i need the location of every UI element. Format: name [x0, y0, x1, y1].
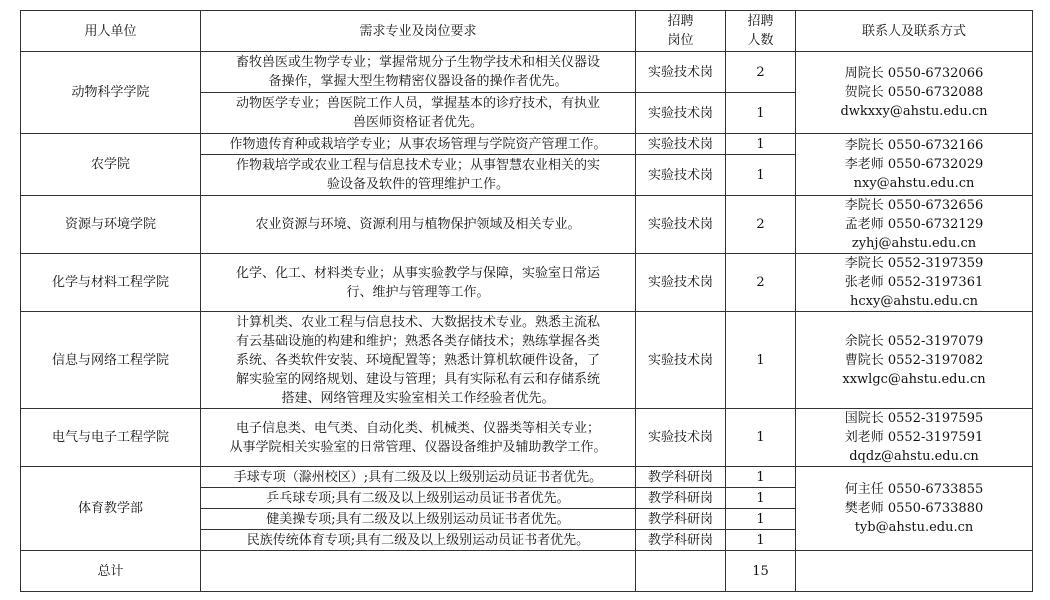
- position-cell: 实验技术岗: [636, 254, 726, 312]
- contact-cell: 李院长 0550-6732656 孟老师 0550-6732129 zyhj@ahstu.edu.cn: [796, 196, 1033, 254]
- position-cell: 教学科研岗: [636, 488, 726, 509]
- unit-cell: 化学与材料工程学院: [21, 254, 201, 312]
- unit-cell: 资源与环境学院: [21, 196, 201, 254]
- requirement-cell: 动物医学专业；兽医院工作人员，掌握基本的诊疗技术，有执业 兽医师资格证者优先。: [201, 93, 636, 134]
- contact-cell: 李院长 0552-3197359 张老师 0552-3197361 hcxy@ahstu.edu.cn: [796, 254, 1033, 312]
- header-contact: 联系人及联系方式: [796, 11, 1033, 52]
- count-cell: 1: [726, 93, 796, 134]
- requirement-cell: 计算机类、农业工程与信息技术、大数据技术专业。熟悉主流私 有云基础设施的构建和维护；熟悉各类存储技术；熟练掌握各类 系统、各类软件安装、环境配置等；熟悉计算机软硬件设备，了 解实验室的网络规划、建设与管理；具有实际私有云和存储系统 搭建、网络管理及实验室相关工作经验者优先。: [201, 312, 636, 409]
- count-cell: 1: [726, 409, 796, 467]
- requirement-cell: 手球专项（滁州校区）;具有二级及以上级别运动员证书者优先。: [201, 467, 636, 488]
- requirement-cell: 作物栽培学或农业工程与信息技术专业；从事智慧农业相关的实 验设备及软件的管理维护工作。: [201, 155, 636, 196]
- table-row: [21, 312, 1033, 409]
- count-cell: 1: [726, 134, 796, 155]
- requirement-cell: 化学、化工、材料类专业；从事实验教学与保障，实验室日常运 行、维护与管理等工作。: [201, 254, 636, 312]
- header-row: [21, 11, 1033, 52]
- empty-cell: [201, 551, 636, 592]
- total-count: 15: [726, 551, 796, 592]
- contact-cell: 余院长 0552-3197079 曹院长 0552-3197082 xxwlgc@ahstu.edu.cn: [796, 312, 1033, 409]
- contact-cell: 何主任 0550-6733855 樊老师 0550-6733880 tyb@ahstu.edu.cn: [796, 467, 1033, 551]
- count-cell: 2: [726, 52, 796, 93]
- table-row: [21, 196, 1033, 254]
- count-cell: 1: [726, 530, 796, 551]
- requirement-cell: 作物遗传育种或栽培学专业；从事农场管理与学院资产管理工作。: [201, 134, 636, 155]
- count-cell: 1: [726, 467, 796, 488]
- position-cell: 教学科研岗: [636, 530, 726, 551]
- position-cell: 实验技术岗: [636, 312, 726, 409]
- requirement-cell: 健美操专项;具有二级及以上级别运动员证书者优先。: [201, 509, 636, 530]
- contact-cell: 周院长 0550-6732066 贺院长 0550-6732088 dwkxxy@ahstu.edu.cn: [796, 52, 1033, 134]
- requirement-cell: 民族传统体育专项;具有二级及以上级别运动员证书者优先。: [201, 530, 636, 551]
- header-unit: 用人单位: [21, 11, 201, 52]
- requirement-cell: 农业资源与环境、资源利用与植物保护领域及相关专业。: [201, 196, 636, 254]
- unit-cell: 电气与电子工程学院: [21, 409, 201, 467]
- header-requirement: 需求专业及岗位要求: [201, 11, 636, 52]
- header-count: 招聘 人数: [726, 11, 796, 52]
- count-cell: 2: [726, 196, 796, 254]
- unit-cell: 农学院: [21, 134, 201, 196]
- header-position: 招聘 岗位: [636, 11, 726, 52]
- requirement-cell: 畜牧兽医或生物学专业；掌握常规分子生物学技术和相关仪器设 备操作，掌握大型生物精密仪器设备的操作者优先。: [201, 52, 636, 93]
- count-cell: 1: [726, 312, 796, 409]
- count-cell: 1: [726, 488, 796, 509]
- position-cell: 实验技术岗: [636, 134, 726, 155]
- requirement-cell: 乒乓球专项;具有二级及以上级别运动员证书者优先。: [201, 488, 636, 509]
- count-cell: 1: [726, 509, 796, 530]
- unit-cell: 体育教学部: [21, 467, 201, 551]
- total-label: 总计: [21, 551, 201, 592]
- empty-cell: [796, 551, 1033, 592]
- count-cell: 2: [726, 254, 796, 312]
- count-cell: 1: [726, 155, 796, 196]
- position-cell: 实验技术岗: [636, 155, 726, 196]
- unit-cell: 动物科学学院: [21, 52, 201, 134]
- requirement-cell: 电子信息类、电气类、自动化类、机械类、仪器类等相关专业； 从事学院相关实验室的日常管理、仪器设备维护及辅助教学工作。: [201, 409, 636, 467]
- table-row: [21, 134, 1033, 155]
- table-row: [21, 409, 1033, 467]
- table-row: [21, 52, 1033, 93]
- contact-cell: 国院长 0552-3197595 刘老师 0552-3197591 dqdz@ahstu.edu.cn: [796, 409, 1033, 467]
- unit-cell: 信息与网络工程学院: [21, 312, 201, 409]
- position-cell: 实验技术岗: [636, 93, 726, 134]
- recruitment-table: [20, 10, 1033, 592]
- total-row: [21, 551, 1033, 592]
- position-cell: 实验技术岗: [636, 196, 726, 254]
- position-cell: 教学科研岗: [636, 467, 726, 488]
- position-cell: 教学科研岗: [636, 509, 726, 530]
- table-row: [21, 467, 1033, 488]
- position-cell: 实验技术岗: [636, 52, 726, 93]
- empty-cell: [636, 551, 726, 592]
- position-cell: 实验技术岗: [636, 409, 726, 467]
- contact-cell: 李院长 0550-6732166 李老师 0550-6732029 nxy@ahstu.edu.cn: [796, 134, 1033, 196]
- table-row: [21, 254, 1033, 312]
